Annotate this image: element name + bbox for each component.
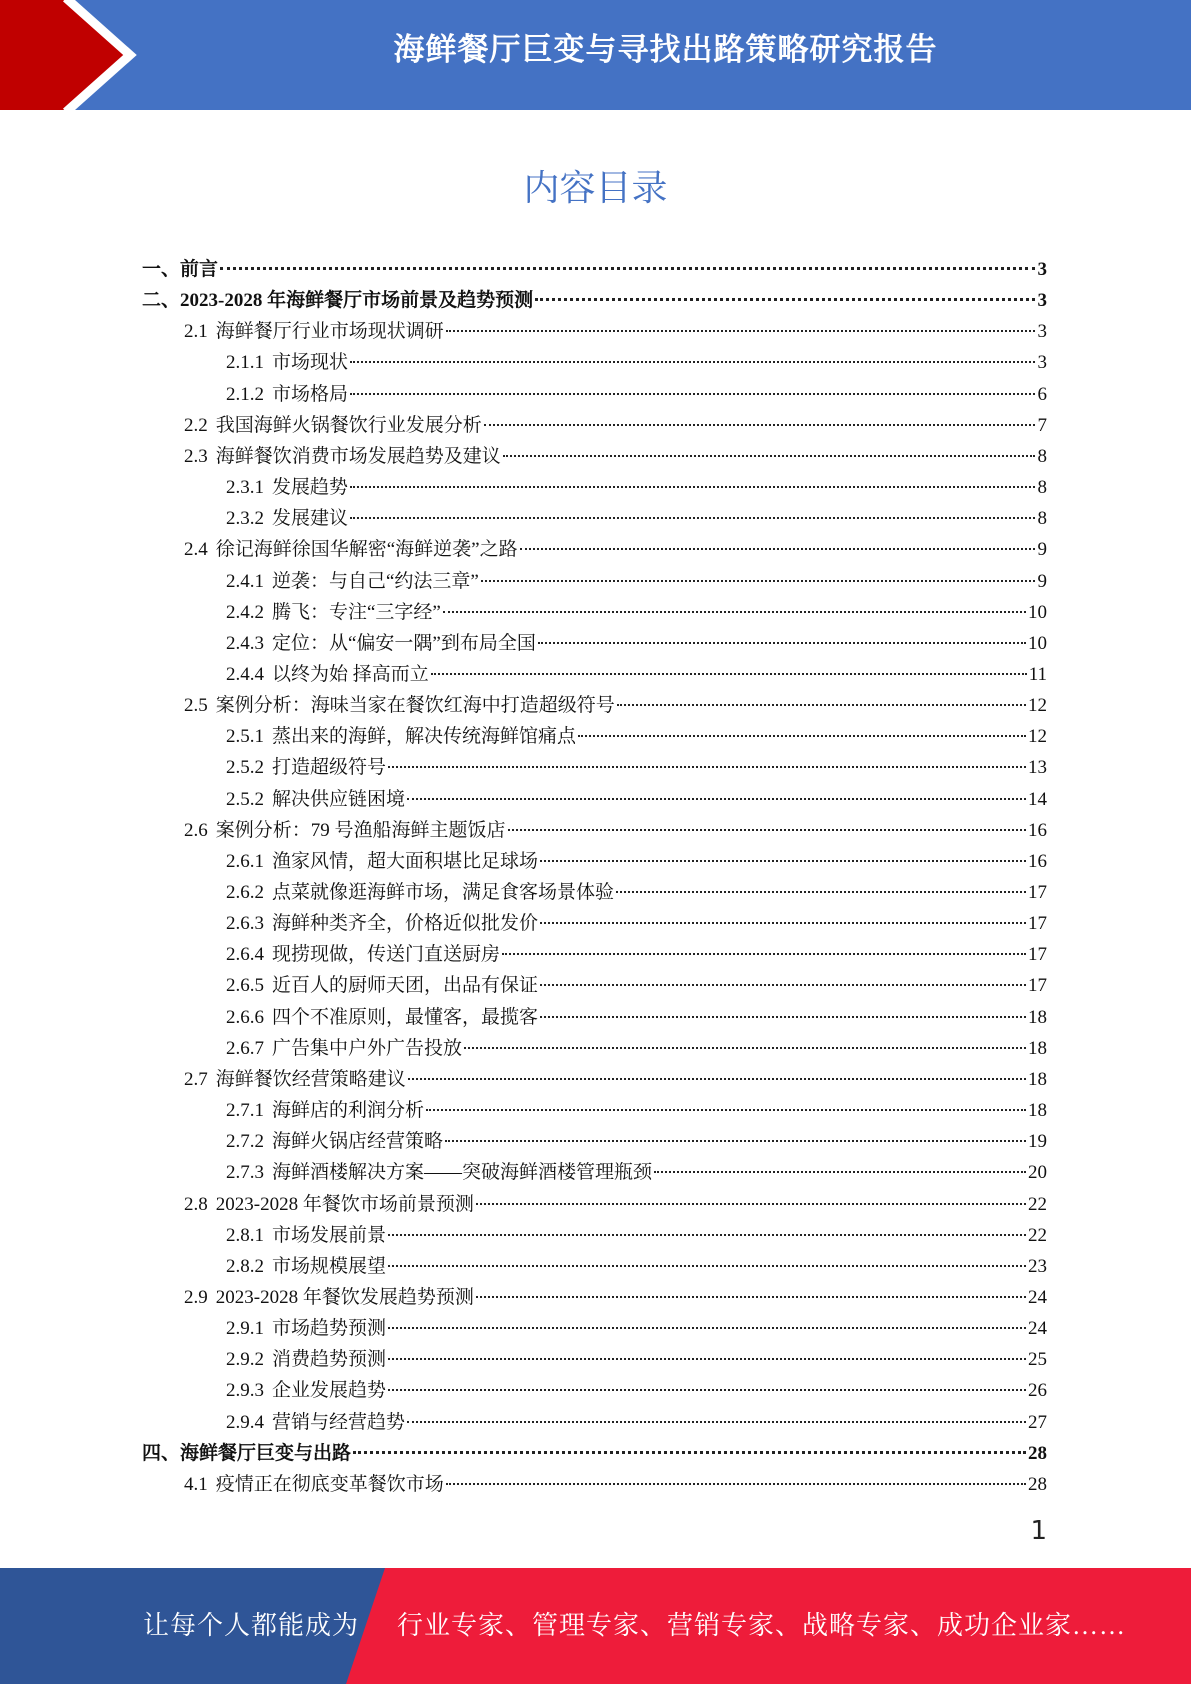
toc-entry[interactable] (226, 1220, 1047, 1251)
toc-entry-title: 二、2023-2028 年海鲜餐厅市场前景及趋势预测 (142, 290, 534, 312)
toc-entry[interactable] (184, 815, 1047, 846)
toc-entry-title: 广告集中户外广告投放 (272, 1037, 463, 1059)
toc-dot-leader (464, 1047, 1026, 1049)
toc-entry-page: 13 (1028, 757, 1047, 779)
toc-entry-title: 2023-2028 年餐饮市场前景预测 (215, 1193, 474, 1215)
toc-entry-number: 2.3.2 (226, 508, 264, 530)
toc-entry-number: 2.9.4 (226, 1411, 264, 1433)
toc-entry-title: 近百人的厨师天团，出品有保证 (272, 975, 539, 997)
toc-entry-page: 24 (1028, 1318, 1047, 1340)
toc-entry-title: 海鲜酒楼解决方案——突破海鲜酒楼管理瓶颈 (272, 1162, 653, 1184)
toc-dot-leader (540, 860, 1026, 862)
toc-entry-title: 蒸出来的海鲜，解决传统海鲜馆痛点 (272, 726, 577, 748)
toc-entry[interactable] (226, 472, 1047, 503)
footer-banner (0, 1568, 1191, 1684)
toc-entry[interactable] (142, 1438, 1047, 1469)
toc-entry-page: 8 (1037, 445, 1047, 467)
toc-dot-leader (502, 953, 1026, 955)
header-banner (0, 0, 1191, 110)
toc-entry-title: 打造超级符号 (272, 757, 387, 779)
toc-entry-page: 9 (1037, 539, 1047, 561)
toc-entry-title: 海鲜种类齐全，价格近似批发价 (272, 913, 539, 935)
toc-entry[interactable] (226, 908, 1047, 939)
toc-entry-title: 案例分析：海味当家在餐饮红海中打造超级符号 (215, 695, 615, 717)
page-number: 1 (1030, 1516, 1047, 1546)
toc-entry-title: 疫情正在彻底变革餐饮市场 (215, 1473, 444, 1495)
toc-entry-number: 2.7.3 (226, 1162, 264, 1184)
toc-entry-number: 2.7.1 (226, 1100, 264, 1122)
toc-entry-number: 2.9.2 (226, 1349, 264, 1371)
toc-entry-page: 19 (1028, 1131, 1047, 1153)
toc-entry-page: 17 (1028, 944, 1047, 966)
toc-entry-number: 2.9.1 (226, 1318, 264, 1340)
toc-entry[interactable] (226, 1344, 1047, 1375)
toc-dot-leader (484, 424, 1035, 426)
toc-entry-page: 3 (1037, 290, 1047, 312)
toc-dot-leader (350, 361, 1035, 363)
toc-dot-leader (617, 704, 1026, 706)
toc-entry-page: 7 (1037, 414, 1047, 436)
toc-entry-number: 2.6.3 (226, 913, 264, 935)
toc-dot-leader (350, 393, 1035, 395)
toc-entry-title: 案例分析：79 号渔船海鲜主题饭店 (215, 819, 506, 841)
toc-entry[interactable] (184, 1282, 1047, 1313)
toc-entry-title: 腾飞：专注“三字经” (272, 601, 441, 623)
toc-entry-number: 2.6.6 (226, 1006, 264, 1028)
toc-entry-title: 定位：从“偏安一隅”到布局全国 (272, 632, 536, 654)
toc-entry[interactable] (142, 285, 1047, 316)
toc-entry-page: 11 (1028, 663, 1047, 685)
toc-entry-number: 2.4.2 (226, 601, 264, 623)
toc-entry-page: 6 (1037, 383, 1047, 405)
toc-dot-leader (540, 922, 1026, 924)
toc-entry-page: 8 (1037, 508, 1047, 530)
toc-dot-leader (616, 891, 1026, 893)
toc-entry[interactable] (226, 784, 1047, 815)
toc-dot-leader (350, 517, 1035, 519)
toc-entry-page: 22 (1028, 1224, 1047, 1246)
toc-entry-title: 海鲜店的利润分析 (272, 1100, 425, 1122)
toc-entry[interactable] (226, 1033, 1047, 1064)
toc-entry-number: 2.5.1 (226, 726, 264, 748)
toc-dot-leader (431, 673, 1027, 675)
toc-entry[interactable] (226, 877, 1047, 908)
toc-entry-page: 28 (1028, 1442, 1047, 1464)
toc-dot-leader (388, 1358, 1026, 1360)
toc-entry-title: 市场规模展望 (272, 1255, 387, 1277)
toc-entry-number: 2.9 (184, 1286, 208, 1308)
toc-entry[interactable] (226, 1095, 1047, 1126)
toc-entry-number: 2.3 (184, 445, 208, 467)
toc-dot-leader (476, 1296, 1026, 1298)
toc-entry-page: 22 (1028, 1193, 1047, 1215)
toc-dot-leader (445, 1140, 1026, 1142)
toc-entry[interactable] (226, 970, 1047, 1001)
toc-dot-leader (350, 486, 1035, 488)
toc-entry-number: 2.2 (184, 414, 208, 436)
toc-entry-page: 12 (1028, 695, 1047, 717)
toc-entry-number: 2.7.2 (226, 1131, 264, 1153)
toc-entry-page: 12 (1028, 726, 1047, 748)
toc-dot-leader (443, 611, 1026, 613)
toc-entry[interactable] (226, 1157, 1047, 1188)
toc-entry-page: 28 (1028, 1473, 1047, 1495)
toc-dot-leader (388, 1234, 1026, 1236)
toc-entry[interactable] (184, 690, 1047, 721)
toc-dot-leader (540, 1016, 1026, 1018)
toc-entry-number: 2.1.1 (226, 352, 264, 374)
toc-entry-number: 2.5 (184, 695, 208, 717)
toc-entry-page: 10 (1028, 601, 1047, 623)
toc-entry-page: 18 (1028, 1037, 1047, 1059)
toc-entry-page: 14 (1028, 788, 1047, 810)
toc-entry-title: 一、前言 (142, 259, 219, 280)
toc-dot-leader (407, 798, 1026, 800)
toc-dot-leader (535, 298, 1035, 301)
toc-entry[interactable] (184, 410, 1047, 441)
toc-entry-page: 17 (1028, 913, 1047, 935)
report-title: 海鲜餐厅巨变与寻找出路策略研究报告 (393, 32, 938, 68)
footer-slogan-right: 行业专家、管理专家、营销专家、战略专家、成功企业家…… (397, 1611, 1127, 1640)
toc-dot-leader (407, 1421, 1026, 1423)
toc-dot-leader (503, 455, 1035, 457)
toc-entry-page: 27 (1028, 1411, 1047, 1433)
toc-entry[interactable] (226, 1375, 1047, 1406)
toc-entry-page: 24 (1028, 1286, 1047, 1308)
toc-entry-number: 2.8 (184, 1193, 208, 1215)
toc-entry-number: 2.4 (184, 539, 208, 561)
toc-entry-title: 发展建议 (272, 508, 349, 530)
toc-entry-title: 市场格局 (272, 383, 349, 405)
toc-entry-page: 9 (1037, 570, 1047, 592)
toc-dot-leader (446, 330, 1035, 332)
toc-entry-title: 点菜就像逛海鲜市场，满足食客场景体验 (272, 882, 615, 903)
toc-entry-page: 16 (1028, 850, 1047, 872)
toc-entry[interactable] (184, 1189, 1047, 1220)
toc-entry-title: 消费趋势预测 (272, 1349, 387, 1371)
toc-entry-title: 海鲜餐厅行业市场现状调研 (215, 321, 444, 343)
toc-entry-title: 逆袭：与自己“约法三章” (272, 570, 479, 592)
toc-entry-number: 2.6 (184, 819, 208, 841)
toc-entry-number: 2.5.2 (226, 788, 264, 810)
toc-entry-page: 25 (1028, 1349, 1047, 1371)
toc-entry[interactable] (226, 1407, 1047, 1438)
toc-entry[interactable] (226, 1251, 1047, 1282)
toc-entry-number: 2.1.2 (226, 383, 264, 405)
toc-entry-page: 16 (1028, 819, 1047, 841)
toc-entry[interactable] (226, 1126, 1047, 1157)
toc-entry[interactable] (184, 1469, 1047, 1500)
toc-entry-number: 2.4.4 (226, 663, 264, 685)
toc-entry-title: 海鲜餐饮消费市场发展趋势及建议 (215, 445, 501, 467)
toc-entry-page: 18 (1028, 1006, 1047, 1028)
toc-dot-leader (481, 580, 1035, 582)
toc-dot-leader (388, 766, 1026, 768)
toc-entry[interactable] (226, 721, 1047, 752)
toc-entry-title: 渔家风情，超大面积堪比足球场 (272, 850, 539, 872)
toc-entry-page: 3 (1037, 259, 1047, 280)
toc-entry-number: 2.4.1 (226, 570, 264, 592)
toc-dot-leader (508, 829, 1026, 831)
toc-entry-title: 发展趋势 (272, 477, 349, 499)
toc-dot-leader (353, 1451, 1026, 1454)
toc-entry-page: 10 (1028, 632, 1047, 654)
toc-entry-page: 20 (1028, 1162, 1047, 1184)
toc-title: 内容目录 (523, 168, 668, 209)
toc-entry-number: 2.6.4 (226, 944, 264, 966)
toc-dot-leader (538, 642, 1026, 644)
toc-dot-leader (654, 1171, 1026, 1173)
toc-entry-number: 2.6.7 (226, 1037, 264, 1059)
header-arrow-icon (0, 0, 160, 110)
toc-dot-leader (220, 267, 1035, 270)
toc-entry-number: 2.1 (184, 321, 208, 343)
toc-entry-title: 解决供应链困境 (272, 788, 406, 810)
toc-entry[interactable] (184, 441, 1047, 472)
toc-entry[interactable] (184, 534, 1047, 565)
toc-entry-number: 2.8.1 (226, 1224, 264, 1246)
toc-entry-title: 海鲜餐饮经营策略建议 (215, 1068, 406, 1090)
toc-entry-title: 四、海鲜餐厅巨变与出路 (142, 1442, 352, 1464)
toc-entry-number: 4.1 (184, 1473, 208, 1495)
toc-entry[interactable] (226, 752, 1047, 783)
toc-entry-title: 四个不准原则，最懂客，最揽客 (272, 1006, 539, 1028)
toc-entry-title: 现捞现做，传送门直送厨房 (272, 944, 501, 966)
toc-entry-title: 海鲜火锅店经营策略 (272, 1131, 444, 1153)
toc-entry[interactable] (226, 659, 1047, 690)
toc-entry-page: 17 (1028, 882, 1047, 903)
toc-entry[interactable] (226, 347, 1047, 378)
toc-dot-leader (578, 735, 1026, 737)
toc-dot-leader (520, 548, 1035, 550)
toc-entry-title: 市场趋势预测 (272, 1318, 387, 1340)
toc-entry-page: 8 (1037, 477, 1047, 499)
toc-entry[interactable] (184, 316, 1047, 347)
toc-entry-title: 企业发展趋势 (272, 1380, 387, 1402)
toc-entry-page: 17 (1028, 975, 1047, 997)
toc-entry-title: 市场发展前景 (272, 1224, 387, 1246)
toc-entry-title: 以终为始 择高而立 (272, 663, 429, 685)
toc-dot-leader (426, 1109, 1026, 1111)
toc-entry-number: 2.8.2 (226, 1255, 264, 1277)
toc-entry-title: 市场现状 (272, 352, 349, 374)
toc-dot-leader (408, 1078, 1026, 1080)
toc-entry[interactable] (226, 1002, 1047, 1033)
toc-entry-page: 3 (1037, 321, 1047, 343)
toc-entry-page: 23 (1028, 1255, 1047, 1277)
toc-entry[interactable] (226, 503, 1047, 534)
toc-entry-number: 2.6.1 (226, 850, 264, 872)
footer-slogan-left: 让每个人都能成为 (143, 1611, 360, 1640)
toc-entry-title: 营销与经营趋势 (272, 1411, 406, 1433)
toc-entry-number: 2.3.1 (226, 477, 264, 499)
toc-entry[interactable] (226, 846, 1047, 877)
toc-entry[interactable] (226, 628, 1047, 659)
toc-entry-title: 我国海鲜火锅餐饮行业发展分析 (215, 414, 482, 436)
toc-entry-title: 2023-2028 年餐饮发展趋势预测 (215, 1286, 474, 1308)
toc-entry-number: 2.4.3 (226, 632, 264, 654)
toc-entry[interactable] (226, 939, 1047, 970)
toc-entry[interactable] (226, 597, 1047, 628)
toc-entry-page: 18 (1028, 1068, 1047, 1090)
toc-entry-title: 徐记海鲜徐国华解密“海鲜逆袭”之路 (215, 539, 518, 561)
toc-entry[interactable] (142, 254, 1047, 285)
toc-dot-leader (388, 1265, 1026, 1267)
toc-entry-page: 26 (1028, 1380, 1047, 1402)
toc-entry-number: 2.5.2 (226, 757, 264, 779)
toc-entry[interactable] (226, 566, 1047, 597)
toc-entry-number: 2.6.5 (226, 975, 264, 997)
toc-entry-number: 2.9.3 (226, 1380, 264, 1402)
toc-dot-leader (540, 984, 1026, 986)
toc-entry[interactable] (226, 1313, 1047, 1344)
toc-dot-leader (446, 1483, 1026, 1485)
toc-entry-page: 3 (1037, 352, 1047, 374)
toc-entry-number: 2.6.2 (226, 882, 264, 903)
toc-entry[interactable] (226, 379, 1047, 410)
toc-dot-leader (476, 1203, 1026, 1205)
toc-dot-leader (388, 1327, 1026, 1329)
toc-entry-page: 18 (1028, 1100, 1047, 1122)
toc-entry[interactable] (184, 1064, 1047, 1095)
toc-entry-number: 2.7 (184, 1068, 208, 1090)
toc-dot-leader (388, 1389, 1026, 1391)
